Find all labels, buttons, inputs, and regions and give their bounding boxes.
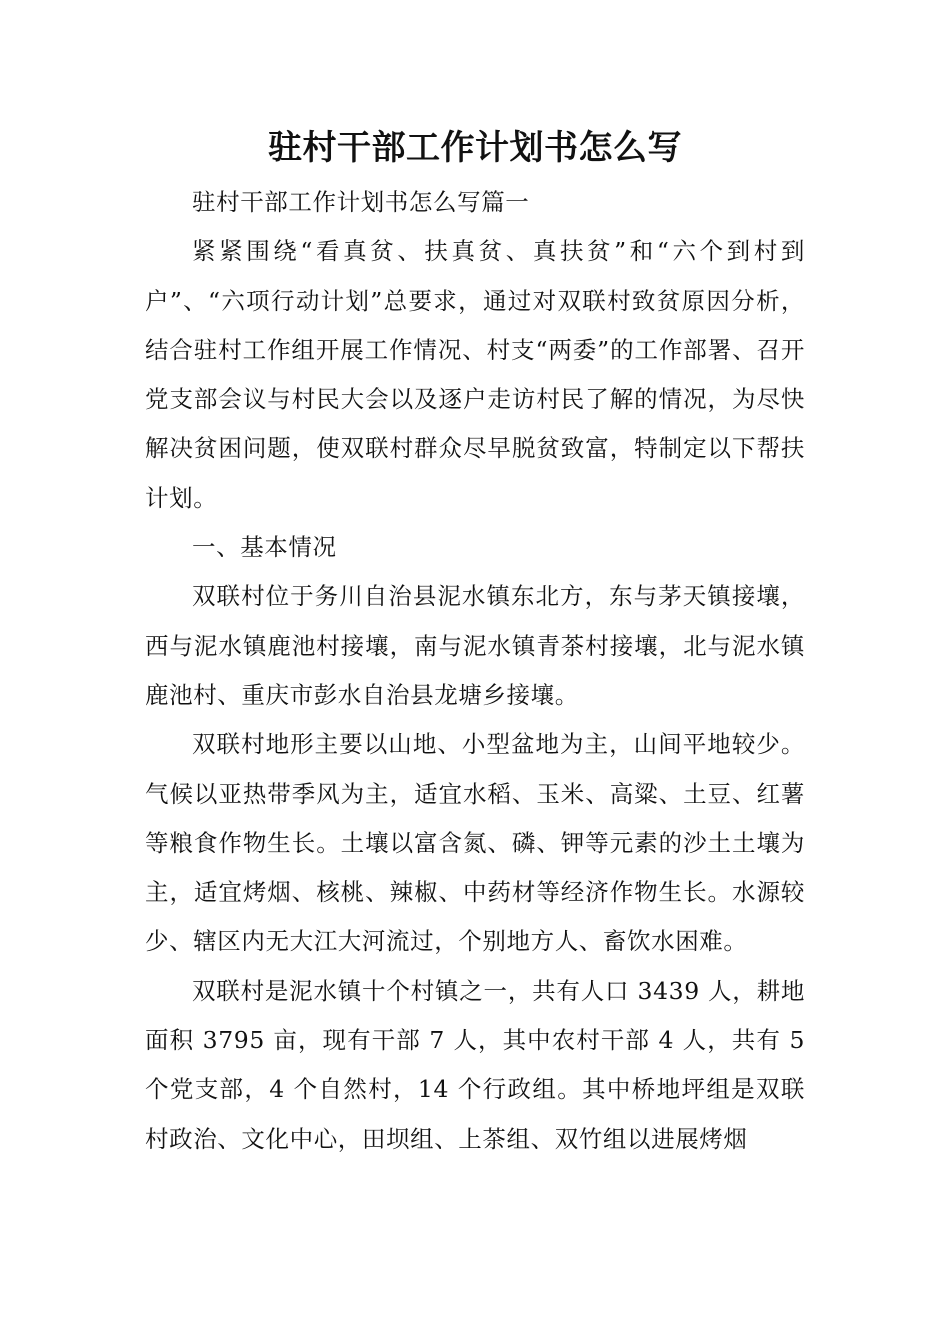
location-paragraph: 双联村位于务川自治县泥水镇东北方，东与茅天镇接壤，西与泥水镇鹿池村接壤，南与泥水镇青茶村接壤，北与泥水镇鹿池村、重庆市彭水自治县龙塘乡接壤。: [145, 582, 805, 709]
intro-paragraph: 紧紧围绕“看真贫、扶真贫、真扶贫”和“六个到村到户”、“六项行动计划”总要求，通过对双联村致贫原因分析，结合驻村工作组开展工作情况、村支“两委”的工作部署、召开党支部会议与村民大会以及逐户走访村民了解的情况，为尽快解决贫困问题，使双联村群众尽早脱贫致富，特制定以下帮扶计划。: [145, 237, 805, 512]
document-title: 驻村干部工作计划书怎么写: [268, 128, 682, 168]
document-subtitle: 驻村干部工作计划书怎么写篇一: [192, 188, 530, 216]
terrain-paragraph: 双联村地形主要以山地、小型盆地为主，山间平地较少。气候以亚热带季风为主，适宜水稻、玉米、高粱、土豆、红薯等粮食作物生长。土壤以富含氮、磷、钾等元素的沙土土壤为主，适宜烤烟、核桃、辣椒、中药材等经济作物生长。水源较少、辖区内无大江大河流过，个别地方人、畜饮水困难。: [145, 730, 805, 956]
document-page: [145, 118, 805, 1164]
section-heading-basic-info: 一、基本情况: [192, 533, 337, 562]
population-paragraph: 双联村是泥水镇十个村镇之一，共有人口 3439 人，耕地面积 3795 亩，现有干部 7 人，其中农村干部 4 人，共有 5 个党支部，4 个自然村，14 个行政组。其中桥地坪组是双联村政治、文化中心，田坝组、上茶组、双竹组以进展烤烟: [145, 976, 805, 1153]
